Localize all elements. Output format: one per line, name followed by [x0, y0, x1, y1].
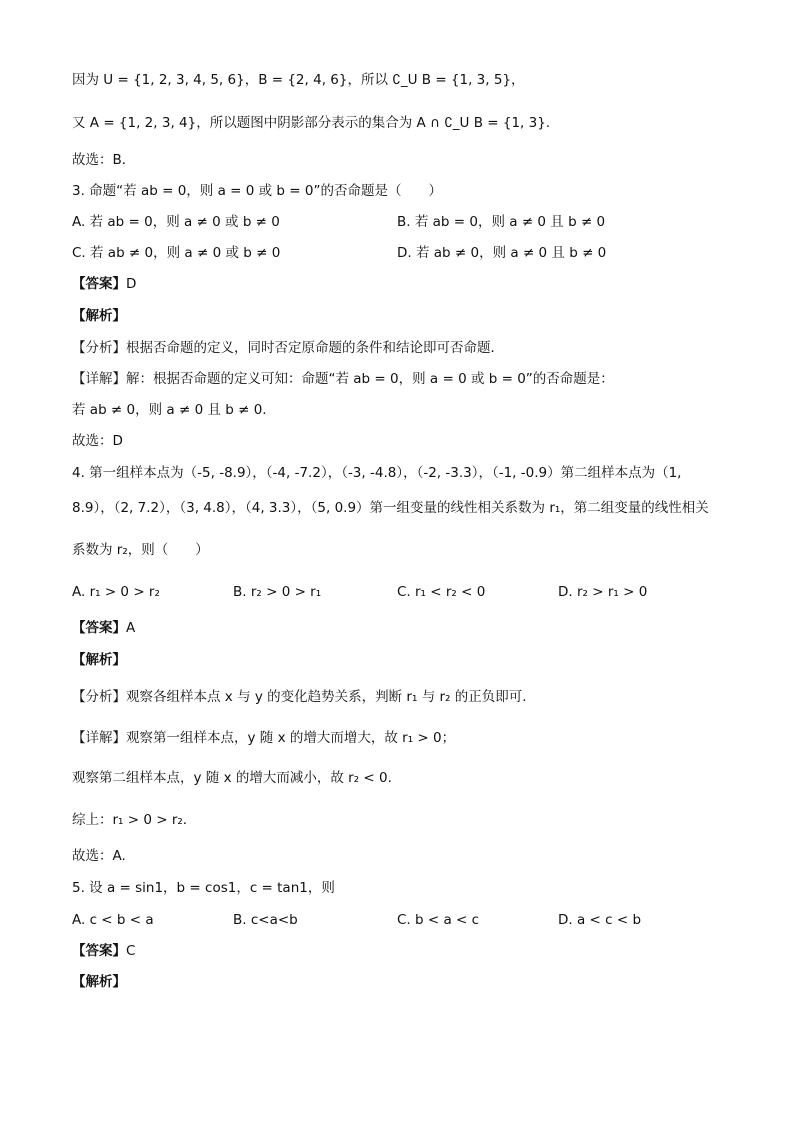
q3-option-d: D. 若 ab ≠ 0，则 a ≠ 0 且 b ≠ 0 — [397, 245, 607, 261]
answer-label: 【答案】 — [72, 620, 126, 636]
q5-option-d: D. a < c < b — [558, 912, 642, 928]
question-3: 3. 命题“若 ab = 0，则 a = 0 或 b = 0”的否命题是（ ） — [72, 183, 442, 199]
answer-label: 【答案】 — [72, 943, 126, 959]
q4-detail-2: 观察第二组样本点，y 随 x 的增大而减小，故 r₂ < 0. — [72, 770, 392, 786]
q3-option-c: C. 若 ab ≠ 0，则 a ≠ 0 或 b ≠ 0 — [72, 245, 281, 261]
q4-analysis-label: 【解析】 — [72, 652, 126, 668]
q4-option-b: B. r₂ > 0 > r₁ — [233, 584, 322, 600]
q3-choice: 故选：D — [72, 433, 123, 449]
q3-detail: 【详解】解：根据否命题的定义可知：命题“若 ab = 0，则 a = 0 或 b = 0”的否命题是： — [72, 371, 614, 387]
q4-answer — [72, 618, 135, 638]
answer-label: 【答案】 — [72, 276, 126, 292]
q4-detail-1: 【详解】观察第一组样本点，y 随 x 的增大而增大，故 r₁ > 0； — [72, 730, 456, 746]
q3-option-b: B. 若 ab = 0，则 a ≠ 0 且 b ≠ 0 — [397, 214, 606, 230]
q5-answer — [72, 941, 135, 961]
q3-option-a: A. 若 ab = 0，则 a ≠ 0 或 b ≠ 0 — [72, 214, 280, 230]
q3-analysis-label: 【解析】 — [72, 308, 126, 324]
question-5: 5. 设 a = sin1，b = cos1，c = tan1，则 — [72, 880, 335, 896]
question-4-line-3: 系数为 r₂，则（ ） — [72, 542, 209, 558]
solution-line-complement: 因为 U = {1, 2, 3, 4, 5, 6}，B = {2, 4, 6}，所以 ∁_U B = {1, 3, 5}， — [72, 72, 525, 88]
answer-value: A — [126, 620, 136, 636]
q3-detail-result: 若 ab ≠ 0，则 a ≠ 0 且 b ≠ 0. — [72, 402, 267, 418]
q3-analysis: 【分析】根据否命题的定义，同时否定原命题的条件和结论即可否命题． — [72, 340, 504, 356]
q4-summary: 综上：r₁ > 0 > r₂. — [72, 812, 188, 828]
q4-analysis: 【分析】观察各组样本点 x 与 y 的变化趋势关系，判断 r₁ 与 r₂ 的正负即可. — [72, 689, 527, 705]
answer-value: D — [126, 276, 137, 292]
q5-option-b: B. c<a<b — [233, 912, 298, 928]
q5-option-a: A. c < b < a — [72, 912, 154, 928]
q5-analysis-label: 【解析】 — [72, 974, 126, 990]
q4-option-a: A. r₁ > 0 > r₂ — [72, 584, 160, 600]
q3-answer — [72, 274, 136, 294]
q4-option-d: D. r₂ > r₁ > 0 — [558, 584, 648, 600]
question-4-line-1: 4. 第一组样本点为（-5, -8.9），（-4, -7.2），（-3, -4.8），（-2, -3.3），（-1, -0.9）第二组样本点为（1, — [72, 465, 682, 481]
answer-value: C — [126, 943, 136, 959]
solution-line-intersection: 又 A = {1, 2, 3, 4}，所以题图中阴影部分表示的集合为 A ∩ ∁_U B = {1, 3}. — [72, 115, 551, 131]
q4-choice: 故选：A. — [72, 848, 126, 864]
question-4-line-2: 8.9），（2, 7.2），（3, 4.8），（4, 3.3），（5, 0.9）第一组变量的线性相关系数为 r₁，第二组变量的线性相关 — [72, 500, 709, 516]
q5-option-c: C. b < a < c — [397, 912, 480, 928]
q4-option-c: C. r₁ < r₂ < 0 — [397, 584, 486, 600]
choice-line-b: 故选：B． — [72, 152, 136, 168]
